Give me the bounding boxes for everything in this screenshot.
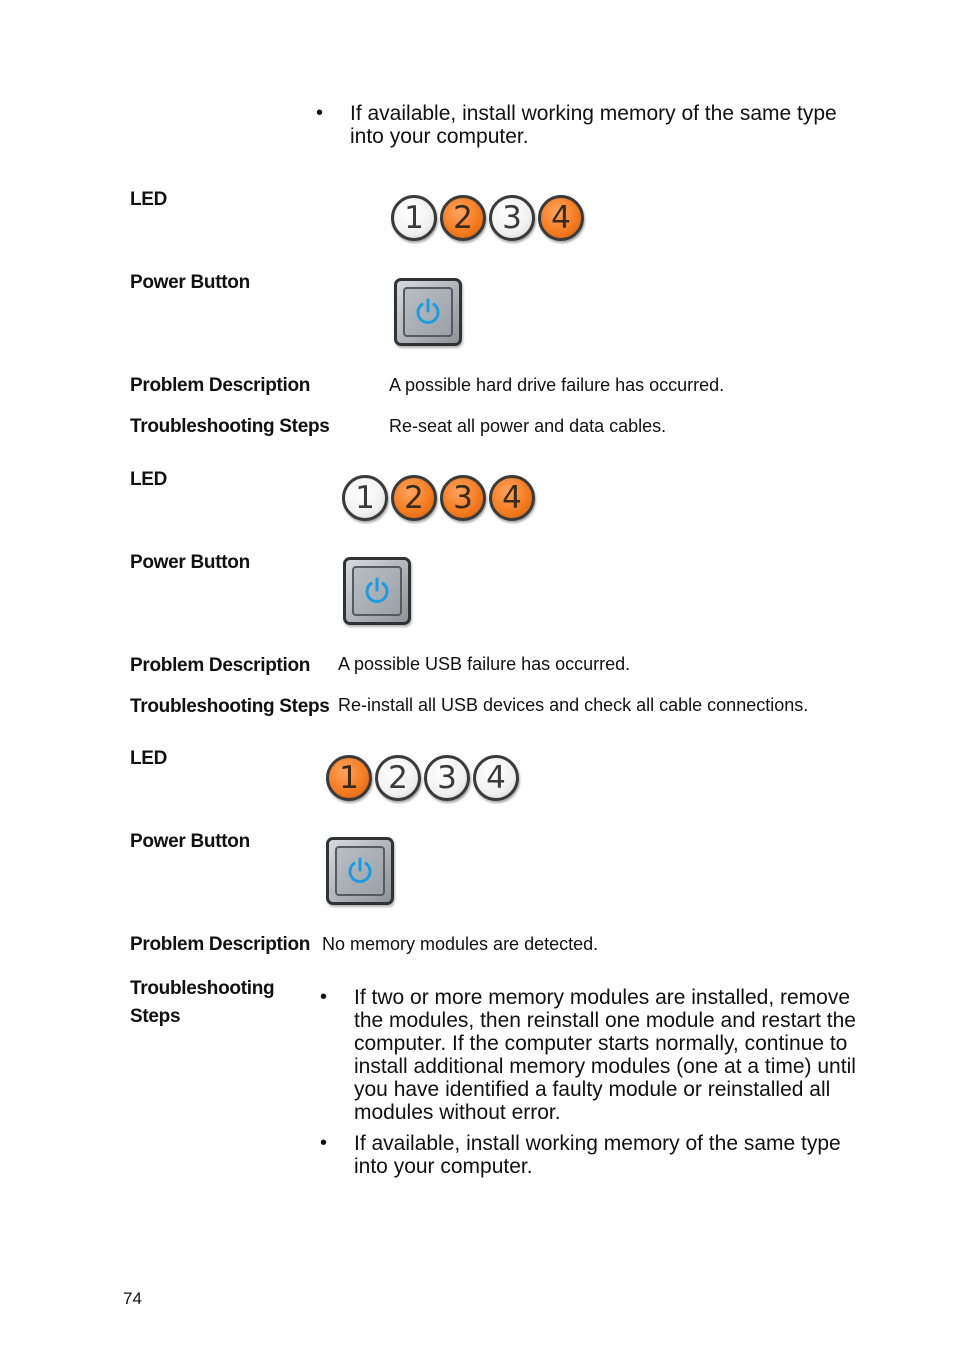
led-2-indicator: 2 — [440, 195, 486, 241]
led-4-indicator: 4 — [538, 195, 584, 241]
led-1-indicator: 1 — [326, 755, 372, 801]
troubleshooting-steps-value: Re-install all USB devices and check all cable connections. — [338, 695, 809, 715]
troubleshooting-steps-label — [130, 975, 274, 1031]
led-2-indicator: 2 — [391, 475, 437, 521]
problem-description-value: No memory modules are detected. — [322, 934, 599, 954]
troubleshooting-steps-label: Troubleshooting Steps — [130, 416, 330, 437]
led-label: LED — [130, 748, 168, 769]
bullet-line: the modules, then reinstall one module and restart the — [354, 1009, 856, 1032]
power-icon — [361, 575, 393, 607]
led-4-indicator: 4 — [473, 755, 519, 801]
problem-description-label: Problem Description — [130, 655, 311, 676]
power-button-image — [343, 557, 411, 625]
bullet-symbol: • — [320, 1132, 328, 1154]
bullet-line: If two or more memory modules are installed, remove — [354, 986, 851, 1009]
bullet-line: computer. If the computer starts normally, continue to — [354, 1032, 848, 1055]
bullet-line: into your computer. — [354, 1155, 533, 1178]
problem-description-label: Problem Description — [130, 375, 311, 396]
bullet-line: into your computer. — [350, 125, 529, 148]
troubleshooting-label-line: Steps — [130, 1006, 181, 1027]
bullet-line: If available, install working memory of the same type — [350, 102, 837, 125]
led-3-indicator: 3 — [440, 475, 486, 521]
power-button-label: Power Button — [130, 272, 250, 293]
troubleshooting-label-line: Troubleshooting — [130, 978, 275, 999]
bullet-symbol: • — [320, 986, 328, 1008]
power-button-image — [326, 837, 394, 905]
power-button-label: Power Button — [130, 831, 250, 852]
led-2-indicator: 2 — [375, 755, 421, 801]
problem-description-value: A possible hard drive failure has occurred. — [389, 375, 725, 395]
bullet-line: modules without error. — [354, 1101, 561, 1124]
led-indicator-row — [342, 475, 535, 521]
led-1-indicator: 1 — [342, 475, 388, 521]
bullet-symbol: • — [316, 102, 324, 124]
problem-description-value: A possible USB failure has occurred. — [338, 654, 631, 674]
bullet-line: you have identified a faulty module or reinstalled all — [354, 1078, 831, 1101]
troubleshooting-steps-value: Re-seat all power and data cables. — [389, 416, 667, 436]
power-button-label: Power Button — [130, 552, 250, 573]
troubleshooting-steps-label: Troubleshooting Steps — [130, 696, 330, 717]
led-1-indicator: 1 — [391, 195, 437, 241]
led-3-indicator: 3 — [489, 195, 535, 241]
power-icon — [412, 296, 444, 328]
bullet-line: install additional memory modules (one at a time) until — [354, 1055, 856, 1078]
led-label: LED — [130, 189, 168, 210]
led-label: LED — [130, 469, 168, 490]
page-number: 74 — [123, 1289, 142, 1308]
led-3-indicator: 3 — [424, 755, 470, 801]
led-indicator-row — [326, 755, 519, 801]
led-4-indicator: 4 — [489, 475, 535, 521]
power-button-image — [394, 278, 462, 346]
bullet-line: If available, install working memory of the same type — [354, 1132, 841, 1155]
led-indicator-row — [391, 195, 584, 241]
power-icon — [344, 855, 376, 887]
problem-description-label: Problem Description — [130, 934, 311, 955]
